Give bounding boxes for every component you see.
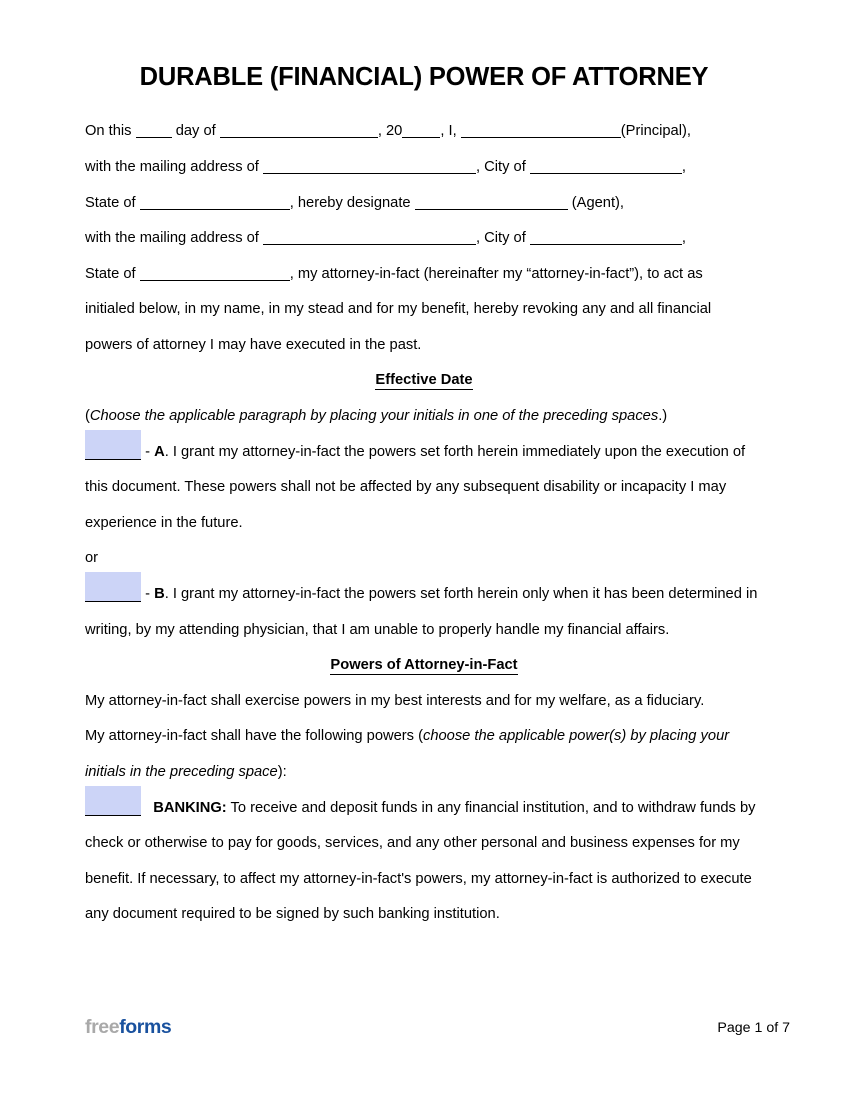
text-state-of-agent: State of [85,265,136,282]
page-number: Page 1 of 7 [717,1020,790,1036]
logo-free-text: free [85,1016,120,1038]
text-powers-italic: choose the applicable power(s) by placing your initials in the preceding space [85,728,730,780]
intro-line-agent-state [85,257,763,293]
principal-name-field[interactable] [461,121,621,136]
text-mailing-address-agent: with the mailing address of [85,230,259,247]
text-paren-close: .) [658,408,668,425]
text-comma-i: , I, [440,123,457,140]
effective-date-or: or [85,550,99,567]
powers-paragraph-fiduciary: My attorney-in-fact shall exercise powers in my best interests and for my welfare, as a fiduciary. [85,692,705,709]
principal-address-field[interactable] [263,156,476,171]
text-attorney-in-fact-clause: , my attorney-in-fact (hereinafter my “attorney-in-fact”), to act as [289,265,703,282]
power-item-banking [85,791,763,933]
text-powers-close: ): [277,764,287,780]
intro-line-revoking: powers of attorney I may have executed in the past. [85,336,422,353]
text-day-of: day of [175,123,216,140]
intro-line-agent-address [85,221,763,257]
intro-line-date [85,114,763,150]
text-paren-open: ( [85,408,90,425]
intro-line-initialed-below: initialed below, in my name, in my stead and for my benefit, hereby revoking any and all financial [85,301,712,318]
text-city-of-agent: , City of [475,230,526,247]
text-agent: (Agent), [571,194,625,211]
text-dash-a: - [145,443,155,460]
text-letter-a: A [154,443,165,460]
agent-city-field[interactable] [530,227,682,242]
text-following-powers: My attorney-in-fact shall have the following powers ( [85,728,423,745]
intro-line-principal-address [85,150,763,186]
text-dash-b: - [145,586,155,603]
text-option-b-body: . I grant my attorney-in-fact the powers set forth herein only when it has been determined in writing, by my attending physician, that I am unable to properly handle my financial affairs. [85,586,758,638]
principal-state-field[interactable] [140,192,290,207]
banking-initials-field[interactable] [85,797,141,812]
heading-effective-date: Effective Date [375,372,473,389]
text-comma-20: , 20 [377,123,403,140]
effective-date-instruction [85,399,763,435]
text-banking-body: To receive and deposit funds in any financial institution, and to withdraw funds by check or otherwise to pay for goods, services, and any other personal and business expenses for my benefit. If necessary, to affect my attorney-in-fact's powers, my attorney-in-fact is authorized to execute any document required to be signed by such banking institution. [85,799,756,923]
agent-name-field[interactable] [415,192,568,207]
agent-address-field[interactable] [263,227,476,242]
intro-block [85,114,763,363]
text-instruction-italic: Choose the applicable paragraph by placing your initials in one of the preceding spaces [89,408,659,425]
powers-paragraph-instruction [85,719,763,790]
month-field[interactable] [220,121,378,136]
text-option-a-body: . I grant my attorney-in-fact the powers set forth herein immediately upon the execution of this document. These powers shall not be affected by any subsequent disability or incapacity I may experience in the future. [85,443,746,531]
intro-line-principal-state [85,186,763,222]
agent-state-field[interactable] [140,263,290,278]
effective-date-option-a [85,435,763,542]
page-footer [85,1014,790,1044]
freeforms-logo [85,1014,171,1040]
text-letter-b: B [154,586,165,603]
year-field[interactable] [402,121,440,136]
text-mailing-address-principal: with the mailing address of [85,158,259,175]
option-b-initials-field[interactable] [85,583,141,598]
text-banking-label: BANKING: [153,799,227,816]
page-title: DURABLE (FINANCIAL) POWER OF ATTORNEY [139,63,709,91]
text-hereby-designate: , hereby designate [289,194,411,211]
day-field[interactable] [136,121,172,136]
principal-city-field[interactable] [530,156,682,171]
document-content [85,0,763,933]
option-a-initials-field[interactable] [85,441,141,456]
text-city-of-principal: , City of [475,158,526,175]
text-comma-1: , [681,158,686,175]
text-comma-2: , [681,230,686,247]
text-state-of-principal: State of [85,194,136,211]
text-principal: (Principal), [620,123,691,140]
logo-forms-text: forms [119,1016,172,1038]
text-on-this: On this [85,123,132,140]
heading-powers-of-attorney-in-fact: Powers of Attorney-in-Fact [330,657,518,674]
effective-date-option-b [85,577,763,648]
